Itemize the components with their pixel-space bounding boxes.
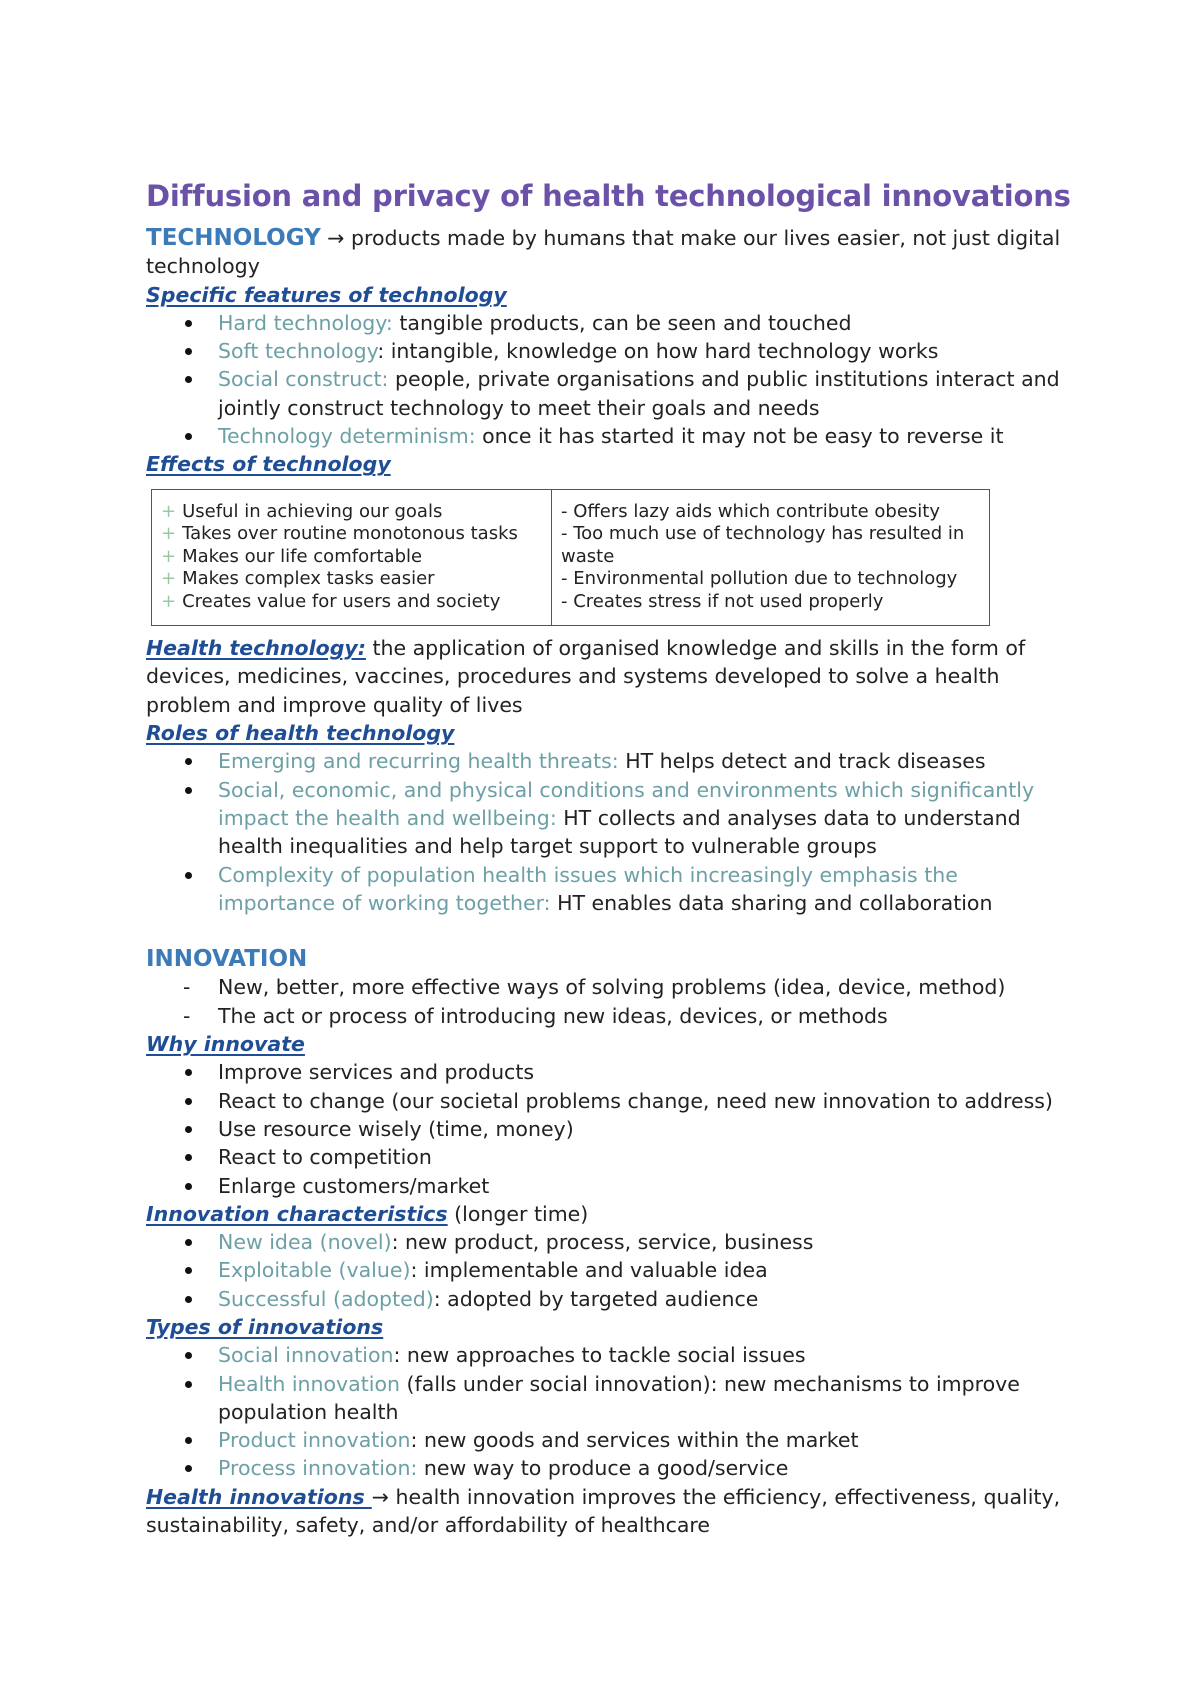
technology-definition — [146, 224, 1070, 281]
characteristics-heading-line — [146, 1200, 1070, 1228]
list-item — [218, 1341, 1070, 1369]
list-item — [218, 776, 1070, 861]
characteristics-suffix: (longer time) — [447, 1201, 589, 1226]
plus-icon: + — [161, 523, 177, 545]
types-list — [146, 1341, 1070, 1482]
innovation-heading: INNOVATION — [146, 946, 308, 973]
health-technology-text: the application of organised knowledge and skills in the form of devices, medicines, vaccines, procedures and systems developed to solve a health problem and improve quality of lives — [146, 636, 1026, 717]
health-innovations-definition — [146, 1483, 1070, 1540]
type-text: : new goods and services within the market — [410, 1428, 859, 1453]
list-item — [218, 1228, 1070, 1256]
type-term: Social innovation — [218, 1343, 394, 1368]
feature-term: Soft technology — [218, 339, 378, 364]
negative-effects-cell — [552, 489, 990, 626]
positive-effect-text: Useful in achieving our goals — [182, 500, 443, 522]
positive-effect — [161, 591, 543, 614]
type-text: new way to produce a good/service — [417, 1456, 789, 1481]
health-innovations-heading: Health innovations — [146, 1484, 372, 1509]
type-text: : new approaches to tackle social issues — [393, 1343, 806, 1368]
negative-effect: - Environmental pollution due to technology — [561, 568, 958, 590]
list-item: - The act or process of introducing new ideas, devices, or methods — [218, 1002, 1070, 1030]
feature-text: : intangible, knowledge on how hard technology works — [377, 339, 939, 364]
roles-heading: Roles of health technology — [146, 721, 455, 746]
positive-effect — [161, 523, 543, 546]
plus-icon: + — [161, 568, 177, 590]
role-text: HT collects and analyses data to understand health inequalities and help target support to vulnerable groups — [218, 805, 1021, 859]
characteristics-heading: Innovation characteristics — [146, 1201, 448, 1226]
role-text: HT enables data sharing and collaboration — [550, 890, 993, 915]
page-title: Diffusion and privacy of health technological innovations — [146, 179, 1071, 213]
section-spacer — [146, 917, 1070, 945]
negative-effect: - Offers lazy aids which contribute obesity — [561, 500, 940, 522]
characteristic-text: : adopted by targeted audience — [433, 1286, 759, 1311]
list-item: - New, better, more effective ways of solving problems (idea, device, method) — [218, 973, 1070, 1001]
technology-definition-text: products made by humans that make our lives easier, not just digital technology — [146, 226, 1061, 279]
characteristic-term: Successful (adopted) — [218, 1286, 434, 1311]
list-item — [218, 1426, 1070, 1454]
negative-effect: - Creates stress if not used properly — [561, 590, 884, 612]
positive-effects-cell — [152, 489, 552, 626]
type-text: (falls under social innovation): new mechanisms to improve population health — [218, 1371, 1020, 1424]
why-innovate-list — [146, 1058, 1070, 1199]
role-term: Complexity of population health issues which increasingly emphasis the importance of working together: — [218, 862, 958, 915]
features-list — [146, 309, 1070, 450]
characteristic-text: : new product, process, service, business — [391, 1230, 814, 1255]
positive-effect-text: Creates value for users and society — [182, 590, 501, 612]
list-item: Improve services and products — [218, 1058, 1070, 1086]
list-item — [218, 337, 1070, 365]
technology-arrow: → — [320, 226, 351, 250]
feature-term: Technology determinism: — [218, 424, 476, 449]
technology-heading: TECHNOLOGY — [146, 225, 321, 251]
role-term: Emerging and recurring health threats: — [218, 749, 619, 774]
plus-icon: + — [161, 590, 177, 612]
role-term: Social, economic, and physical conditions and environments which significantly impact the health and wellbeing: — [218, 777, 1035, 830]
list-item — [218, 1454, 1070, 1482]
list-item — [218, 747, 1070, 775]
characteristic-term: New idea (novel) — [218, 1230, 392, 1255]
list-item — [218, 309, 1070, 337]
list-item: Enlarge customers/market — [218, 1172, 1070, 1200]
feature-term: Social construct: — [218, 367, 389, 392]
list-item: React to competition — [218, 1143, 1070, 1171]
type-term: Process innovation: — [218, 1456, 418, 1481]
list-item: React to change (our societal problems change, need new innovation to address) — [218, 1087, 1070, 1115]
list-item: Use resource wisely (time, money) — [218, 1115, 1070, 1143]
effects-heading: Effects of technology — [146, 452, 391, 477]
health-innovations-arrow: → — [371, 1484, 396, 1509]
characteristic-text: : implementable and valuable idea — [410, 1258, 768, 1283]
health-innovations-text: health innovation improves the efficiency, effectiveness, quality, sustainability, safety, and/or affordability of healthcare — [146, 1484, 1061, 1538]
characteristic-term: Exploitable (value) — [218, 1258, 411, 1283]
health-technology-term: Health technology: — [146, 636, 366, 661]
why-innovate-heading: Why innovate — [146, 1032, 305, 1057]
plus-icon: + — [161, 500, 177, 522]
list-item — [218, 1256, 1070, 1284]
feature-text: people, private organisations and public institutions interact and jointly construct technology to meet their goals and needs — [218, 367, 1060, 420]
feature-term: Hard technology: — [218, 310, 393, 335]
positive-effect-text: Makes complex tasks easier — [182, 568, 435, 590]
type-term: Health innovation — [218, 1371, 401, 1396]
feature-text: once it has started it may not be easy to reverse it — [475, 424, 1004, 449]
plus-icon: + — [161, 545, 177, 567]
list-item — [218, 1285, 1070, 1313]
list-item — [218, 422, 1070, 450]
characteristics-list — [146, 1228, 1070, 1313]
positive-effect — [161, 568, 543, 591]
negative-effect: - Too much use of technology has resulted in waste — [561, 523, 965, 567]
positive-effect — [161, 501, 543, 524]
feature-text: tangible products, can be seen and touched — [392, 310, 852, 335]
type-term: Product innovation — [218, 1428, 411, 1453]
types-heading: Types of innovations — [146, 1315, 384, 1339]
innovation-definitions — [146, 973, 1070, 1030]
list-item — [218, 1370, 1070, 1427]
positive-effect-text: Makes our life comfortable — [182, 545, 423, 567]
positive-effect — [161, 546, 543, 569]
list-item — [218, 365, 1070, 422]
roles-list — [146, 747, 1070, 917]
role-text: HT helps detect and track diseases — [618, 749, 986, 774]
effects-table — [151, 489, 990, 627]
health-technology-definition — [146, 634, 1070, 719]
list-item — [218, 861, 1070, 918]
features-heading: Specific features of technology — [146, 282, 507, 307]
positive-effect-text: Takes over routine monotonous tasks — [182, 523, 518, 545]
